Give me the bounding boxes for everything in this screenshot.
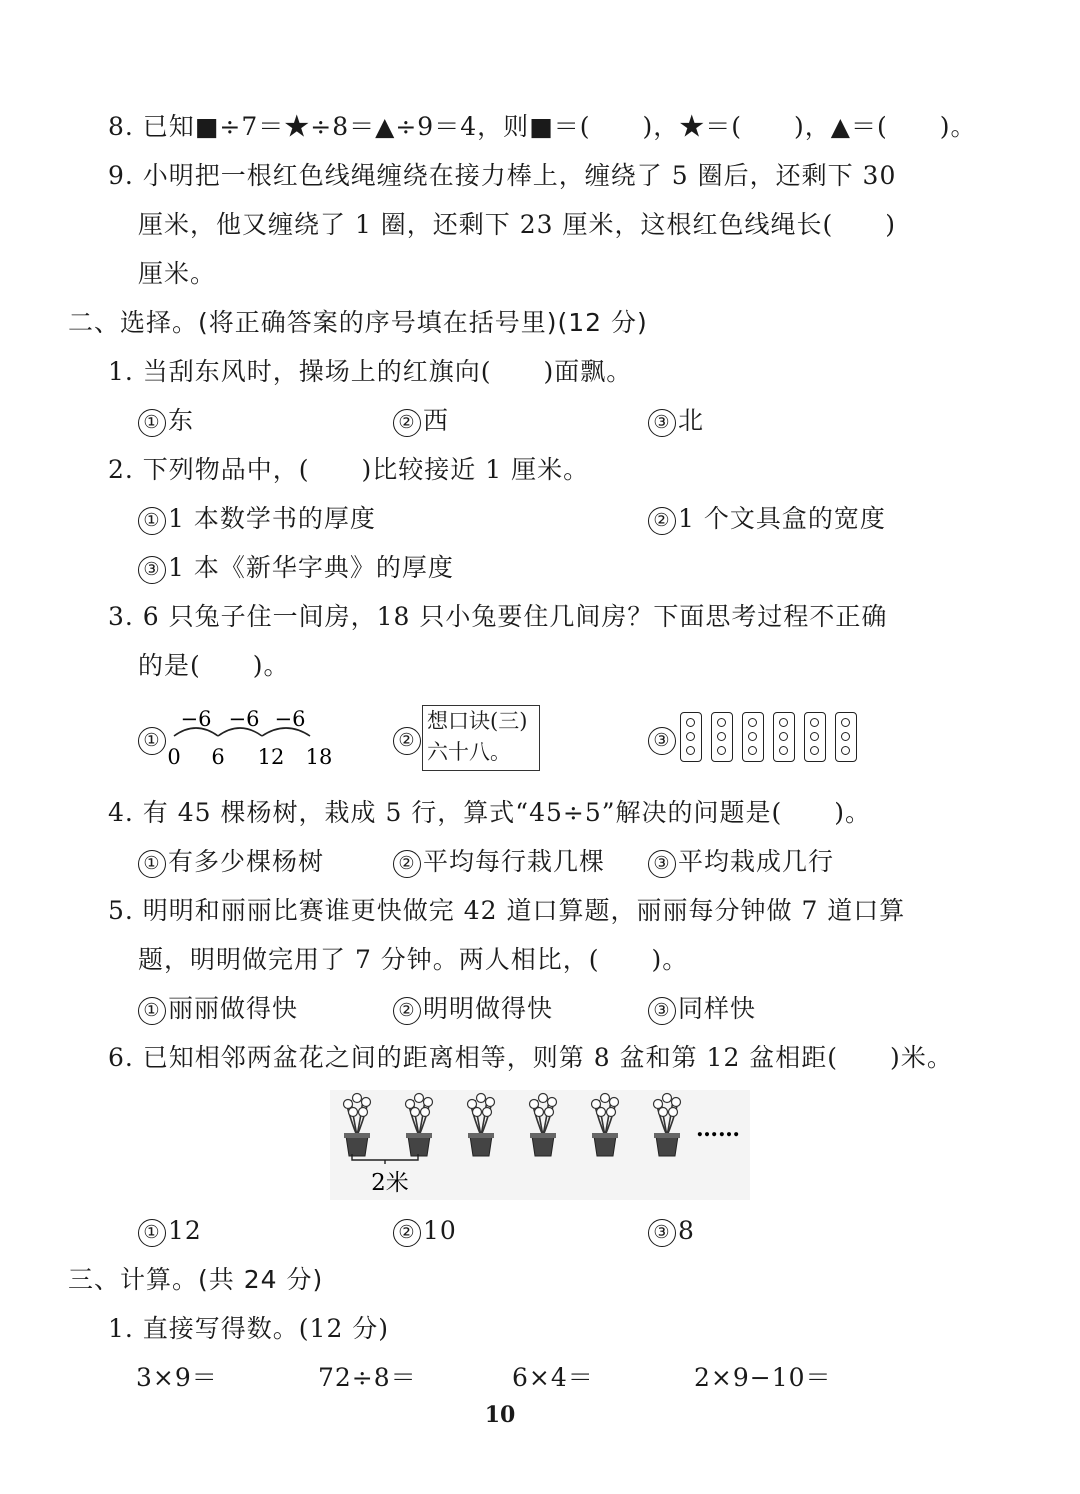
domino-dot xyxy=(717,732,726,741)
domino-dot xyxy=(717,718,726,727)
circle-1-icon: ① xyxy=(138,850,166,878)
q3-option-1[interactable] xyxy=(138,722,168,756)
choice-q5-line1: 5. 明明和丽丽比赛谁更快做完 42 道口算题，丽丽每分钟做 7 道口算 xyxy=(108,896,906,925)
q5-option-1[interactable]: ① 丽丽做得快 xyxy=(138,992,298,1026)
q1-option-2[interactable]: ② 西 xyxy=(393,404,449,438)
domino-dot xyxy=(841,718,850,727)
flower-pots-figure xyxy=(330,1090,750,1200)
domino-dot xyxy=(810,746,819,755)
question-9-line3: 厘米。 xyxy=(138,259,217,288)
circle-2-icon: ② xyxy=(393,727,421,755)
q6-option-3[interactable]: ③ 8 xyxy=(648,1214,695,1248)
calc-expr-4[interactable]: 2×9−10＝ xyxy=(694,1363,832,1392)
circle-1-icon: ① xyxy=(138,409,166,437)
domino-6 xyxy=(835,712,857,762)
section-2-title: 二、选择。(将正确答案的序号填在括号里)(12 分) xyxy=(68,308,648,337)
domino-3 xyxy=(742,712,764,762)
domino-dot xyxy=(686,746,695,755)
circle-3-icon: ③ xyxy=(138,556,166,584)
q5-option-2[interactable]: ② 明明做得快 xyxy=(393,992,553,1026)
circle-1-icon: ① xyxy=(138,1219,166,1247)
q6-option-1[interactable]: ① 12 xyxy=(138,1214,202,1248)
domino-dot xyxy=(748,732,757,741)
q2-option-1[interactable]: ① 1 本数学书的厚度 xyxy=(138,502,376,536)
domino-5 xyxy=(804,712,826,762)
number-line-figure xyxy=(165,700,345,772)
domino-4 xyxy=(773,712,795,762)
q1-option-1[interactable]: ① 东 xyxy=(138,404,194,438)
calc-expr-1[interactable]: 3×9＝ xyxy=(136,1363,218,1392)
calc-expr-2[interactable]: 72÷8＝ xyxy=(318,1363,417,1392)
q6-option-2[interactable]: ② 10 xyxy=(393,1214,457,1248)
q2-option-2[interactable]: ② 1 个文具盒的宽度 xyxy=(648,502,886,536)
question-8: 8. 已知■÷7＝★÷8＝▲÷9＝4，则■＝( )，★＝( )，▲＝( )。 xyxy=(108,112,977,141)
tick-label-18: 18 xyxy=(305,745,333,769)
circle-2-icon: ② xyxy=(393,409,421,437)
domino-dot xyxy=(748,718,757,727)
circle-1-icon: ① xyxy=(138,997,166,1025)
domino-dot xyxy=(717,746,726,755)
domino-dot xyxy=(686,732,695,741)
choice-q1: 1. 当刮东风时，操场上的红旗向( )面飘。 xyxy=(108,357,633,386)
domino-2 xyxy=(711,712,733,762)
circle-3-icon: ③ xyxy=(648,409,676,437)
choice-q4: 4. 有 45 棵杨树，栽成 5 行，算式“45÷5”解决的问题是( )。 xyxy=(108,798,872,827)
q4-option-1[interactable]: ① 有多少棵杨树 xyxy=(138,845,324,879)
choice-q3-line2: 的是( )。 xyxy=(138,651,290,680)
q3-option-2[interactable] xyxy=(393,722,423,756)
q4-option-3[interactable]: ③ 平均栽成几行 xyxy=(648,845,834,879)
tick-label-0: 0 xyxy=(167,745,181,769)
page-number: 10 xyxy=(484,1402,516,1428)
domino-dot xyxy=(779,718,788,727)
domino-dot xyxy=(748,746,757,755)
jump-label-2: −6 xyxy=(228,707,260,731)
circle-2-icon: ② xyxy=(648,507,676,535)
domino-dot xyxy=(841,746,850,755)
jump-label-1: −6 xyxy=(180,707,212,731)
q1-option-3[interactable]: ③ 北 xyxy=(648,404,704,438)
circle-2-icon: ② xyxy=(393,997,421,1025)
domino-dot xyxy=(841,732,850,741)
calc-expr-3[interactable]: 6×4＝ xyxy=(512,1363,594,1392)
circle-3-icon: ③ xyxy=(648,997,676,1025)
choice-q3-line1: 3. 6 只兔子住一间房，18 只小兔要住几间房？下面思考过程不正确 xyxy=(108,602,888,631)
tick-label-6: 6 xyxy=(211,745,225,769)
choice-q2: 2. 下列物品中，( )比较接近 1 厘米。 xyxy=(108,455,590,484)
rhyme-box-line1: 想口诀(三) xyxy=(427,709,528,733)
domino-dot xyxy=(779,732,788,741)
circle-2-icon: ② xyxy=(393,850,421,878)
tick-label-12: 12 xyxy=(257,745,285,769)
domino-dot xyxy=(810,732,819,741)
q4-option-2[interactable]: ② 平均每行栽几棵 xyxy=(393,845,605,879)
domino-dot xyxy=(686,718,695,727)
circle-1-icon: ① xyxy=(138,727,166,755)
domino-dot xyxy=(810,718,819,727)
q2-option-3[interactable]: ③ 1 本《新华字典》的厚度 xyxy=(138,551,454,585)
distance-label: 2米 xyxy=(371,1170,409,1196)
circle-3-icon: ③ xyxy=(648,1219,676,1247)
circle-3-icon: ③ xyxy=(648,850,676,878)
jump-label-3: −6 xyxy=(274,707,306,731)
circle-3-icon: ③ xyxy=(648,727,676,755)
domino-1 xyxy=(680,712,702,762)
circle-1-icon: ① xyxy=(138,507,166,535)
ellipsis: …… xyxy=(696,1116,740,1142)
choice-q5-line2: 题，明明做完用了 7 分钟。两人相比，( )。 xyxy=(138,945,689,974)
section-3-sub1: 1. 直接写得数。(12 分) xyxy=(108,1314,390,1343)
question-9-line1: 9. 小明把一根红色线绳缠绕在接力棒上，缠绕了 5 圈后，还剩下 30 xyxy=(108,161,897,190)
q3-option-3[interactable] xyxy=(648,722,678,756)
question-9-line2: 厘米，他又缠绕了 1 圈，还剩下 23 厘米，这根红色线绳长( ) xyxy=(138,210,897,239)
circle-2-icon: ② xyxy=(393,1219,421,1247)
q5-option-3[interactable]: ③ 同样快 xyxy=(648,992,756,1026)
section-3-title: 三、计算。(共 24 分) xyxy=(68,1265,324,1294)
domino-dot xyxy=(779,746,788,755)
multiplication-rhyme-box xyxy=(422,705,540,771)
rhyme-box-line2: 六十八。 xyxy=(427,740,511,764)
choice-q6: 6. 已知相邻两盆花之间的距离相等，则第 8 盆和第 12 盆相距( )米。 xyxy=(108,1043,953,1072)
